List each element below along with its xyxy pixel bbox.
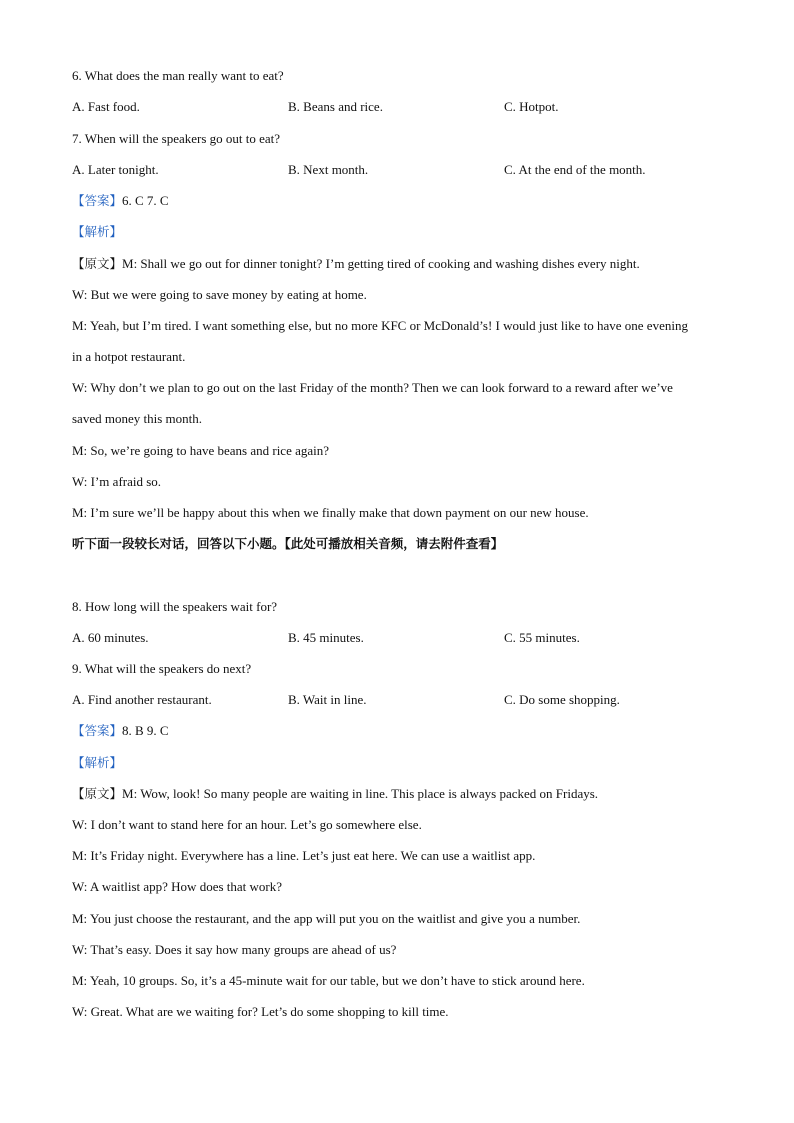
- analysis-tag: 【解析】: [72, 224, 123, 239]
- transcript-text: M: Wow, look! So many people are waiting in line. This place is always packed on Fridays.: [122, 786, 599, 801]
- transcript-2-line-1: [72, 786, 598, 802]
- analysis-block-1: [72, 224, 122, 240]
- transcript-1-line-1: [72, 256, 640, 272]
- q7-option-c: C. At the end of the month.: [504, 162, 646, 177]
- transcript-tag: 【原文】: [72, 256, 123, 271]
- listening-instruction: 听下面一段较长对话，回答以下小题。【此处可播放相关音频，请去附件查看】: [72, 536, 504, 551]
- q8-option-a: A. 60 minutes.: [72, 630, 149, 645]
- analysis-tag: 【解析】: [72, 755, 123, 770]
- q6-option-c: C. Hotpot.: [504, 99, 559, 114]
- question-9: 9. What will the speakers do next?: [72, 661, 252, 676]
- transcript-1-line-3: M: Yeah, but I’m tired. I want something else, but no more KFC or McDonald’s! I would just like to have one evening: [72, 318, 688, 333]
- question-8: 8. How long will the speakers wait for?: [72, 599, 278, 614]
- transcript-2-line-3: M: It’s Friday night. Everywhere has a line. Let’s just eat here. We can use a waitlist app.: [72, 848, 536, 863]
- answer-text: 6. C 7. C: [122, 193, 169, 208]
- transcript-1-line-6: saved money this month.: [72, 411, 202, 426]
- transcript-2-line-4: W: A waitlist app? How does that work?: [72, 879, 283, 894]
- answer-block-2: [72, 723, 169, 739]
- transcript-tag: 【原文】: [72, 786, 123, 801]
- question-7: 7. When will the speakers go out to eat?: [72, 131, 281, 146]
- transcript-2-line-8: W: Great. What are we waiting for? Let’s do some shopping to kill time.: [72, 1004, 449, 1019]
- transcript-1-line-4: in a hotpot restaurant.: [72, 349, 186, 364]
- q7-option-b: B. Next month.: [288, 162, 369, 177]
- transcript-2-line-2: W: I don’t want to stand here for an hour. Let’s go somewhere else.: [72, 817, 422, 832]
- question-6: 6. What does the man really want to eat?: [72, 68, 284, 83]
- q8-option-b: B. 45 minutes.: [288, 630, 364, 645]
- q9-option-a: A. Find another restaurant.: [72, 692, 212, 707]
- transcript-text: M: Shall we go out for dinner tonight? I’m getting tired of cooking and washing dishes every night.: [122, 256, 640, 271]
- transcript-1-line-2: W: But we were going to save money by eating at home.: [72, 287, 367, 302]
- transcript-2-line-6: W: That’s easy. Does it say how many groups are ahead of us?: [72, 942, 397, 957]
- answer-tag: 【答案】: [72, 193, 123, 208]
- q7-option-a: A. Later tonight.: [72, 162, 159, 177]
- transcript-1-line-8: W: I’m afraid so.: [72, 474, 162, 489]
- answer-text: 8. B 9. C: [122, 723, 169, 738]
- transcript-2-line-5: M: You just choose the restaurant, and the app will put you on the waitlist and give you a number.: [72, 911, 581, 926]
- q6-option-a: A. Fast food.: [72, 99, 140, 114]
- q8-option-c: C. 55 minutes.: [504, 630, 580, 645]
- q9-option-b: B. Wait in line.: [288, 692, 367, 707]
- answer-tag: 【答案】: [72, 723, 123, 738]
- q6-option-b: B. Beans and rice.: [288, 99, 383, 114]
- q9-option-c: C. Do some shopping.: [504, 692, 620, 707]
- transcript-1-line-9: M: I’m sure we’ll be happy about this when we finally make that down payment on our new house.: [72, 505, 589, 520]
- transcript-2-line-7: M: Yeah, 10 groups. So, it’s a 45-minute wait for our table, but we don’t have to stick around here.: [72, 973, 585, 988]
- transcript-1-line-7: M: So, we’re going to have beans and rice again?: [72, 443, 330, 458]
- answer-block-1: [72, 193, 169, 209]
- transcript-1-line-5: W: Why don’t we plan to go out on the last Friday of the month? Then we can look forward to a reward after we’ve: [72, 380, 673, 395]
- analysis-block-2: [72, 755, 122, 771]
